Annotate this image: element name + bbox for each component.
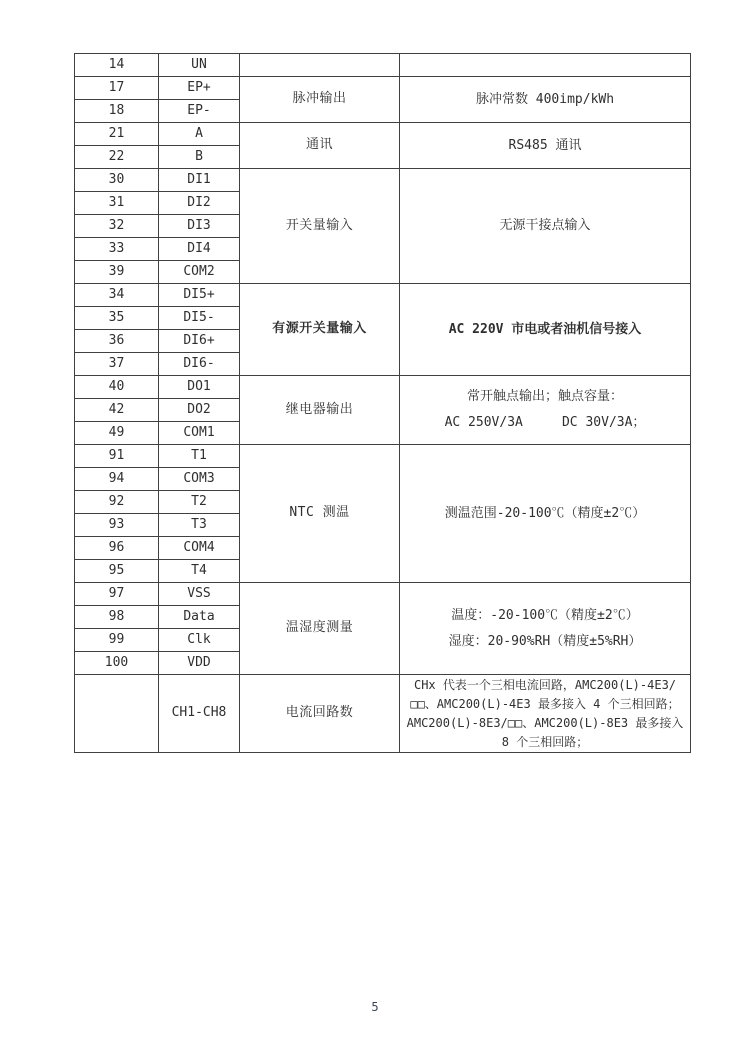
terminal-name-cell: T1 [159,445,240,468]
terminal-name-cell: VDD [159,652,240,675]
function-cell: 温湿度测量 [240,583,400,675]
terminal-number-cell: 96 [75,537,159,560]
terminal-name-cell: DO2 [159,399,240,422]
terminal-number-cell: 92 [75,491,159,514]
description-line: 测温范围-20-100℃（精度±2℃） [444,505,646,521]
function-cell: 有源开关量输入 [240,284,400,376]
function-cell: 通讯 [240,123,400,169]
terminal-number-cell: 22 [75,146,159,169]
terminal-number-cell: 35 [75,307,159,330]
terminal-number-cell [75,675,159,753]
description-line: AMC200(L)-8E3/□□、AMC200(L)-8E3 最多接入 [406,715,684,730]
terminal-number-cell: 93 [75,514,159,537]
description-line: 8 个三相回路； [501,734,589,749]
terminal-number-cell: 94 [75,468,159,491]
function-cell: 继电器输出 [240,376,400,445]
description-line: □□、AMC200(L)-4E3 最多接入 4 个三相回路； [410,696,680,711]
terminal-number-cell: 39 [75,261,159,284]
description-line: RS485 通讯 [508,137,582,153]
terminal-name-cell: EP- [159,100,240,123]
description-cell [400,675,691,753]
terminal-number-cell: 97 [75,583,159,606]
table-row [75,675,691,753]
terminal-name-cell: B [159,146,240,169]
table-row [75,54,691,77]
terminal-name-cell: Clk [159,629,240,652]
terminal-number-cell: 33 [75,238,159,261]
terminal-name-cell: T4 [159,560,240,583]
description-line: CHx 代表一个三相电流回路，AMC200(L)-4E3/ [413,677,677,692]
terminal-name-cell: T2 [159,491,240,514]
terminal-name-cell: DI6- [159,353,240,376]
terminal-number-cell: 98 [75,606,159,629]
description-cell [400,54,691,77]
terminal-number-cell: 40 [75,376,159,399]
function-cell: 电流回路数 [240,675,400,753]
page-number: 5 [371,1000,379,1014]
terminal-name-cell: COM2 [159,261,240,284]
table-row [75,445,691,468]
terminal-number-cell: 34 [75,284,159,307]
terminal-number-cell: 42 [75,399,159,422]
terminal-number-cell: 99 [75,629,159,652]
terminal-name-cell: A [159,123,240,146]
terminal-name-cell: COM4 [159,537,240,560]
description-line: 温度：-20-100℃（精度±2℃） [451,607,639,623]
terminal-number-cell: 91 [75,445,159,468]
description-cell [400,376,691,445]
terminal-number-cell: 17 [75,77,159,100]
terminal-name-cell: T3 [159,514,240,537]
terminal-number-cell: 32 [75,215,159,238]
description-line: AC 250V/3A DC 30V/3A； [444,415,646,430]
table-row [75,169,691,192]
table-row [75,583,691,606]
terminal-number-cell: 95 [75,560,159,583]
terminal-name-cell: DI1 [159,169,240,192]
table-row [75,123,691,146]
terminal-number-cell: 18 [75,100,159,123]
terminal-name-cell: DI3 [159,215,240,238]
terminal-number-cell: 14 [75,54,159,77]
terminal-name-cell: DO1 [159,376,240,399]
terminal-number-cell: 49 [75,422,159,445]
table-row [75,284,691,307]
description-cell [400,169,691,284]
description-line: 脉冲常数 400imp/kWh [475,91,615,107]
terminal-number-cell: 37 [75,353,159,376]
terminal-number-cell: 36 [75,330,159,353]
terminal-number-cell: 30 [75,169,159,192]
terminal-name-cell: CH1-CH8 [159,675,240,753]
terminal-name-cell: Data [159,606,240,629]
terminal-name-cell: DI2 [159,192,240,215]
terminal-number-cell: 31 [75,192,159,215]
terminal-name-cell: UN [159,54,240,77]
description-cell [400,583,691,675]
description-line: 常开触点输出；触点容量： [466,389,623,404]
terminal-name-cell: DI4 [159,238,240,261]
function-cell: 脉冲输出 [240,77,400,123]
terminal-name-cell: VSS [159,583,240,606]
terminal-number-cell: 21 [75,123,159,146]
terminal-name-cell: COM1 [159,422,240,445]
description-cell [400,123,691,169]
terminal-name-cell: DI5- [159,307,240,330]
table-row [75,376,691,399]
description-line: AC 220V 市电或者油机信号接入 [448,321,642,337]
terminal-name-cell: DI5+ [159,284,240,307]
description-line: 湿度：20-90%RH（精度±5%RH） [448,633,642,649]
function-cell: NTC 测温 [240,445,400,583]
description-cell [400,445,691,583]
table-row [75,77,691,100]
description-cell [400,284,691,376]
terminal-io-table [74,53,691,753]
terminal-number-cell: 100 [75,652,159,675]
terminal-name-cell: COM3 [159,468,240,491]
description-line: 无源干接点输入 [499,218,591,233]
function-cell: 开关量输入 [240,169,400,284]
terminal-table-body [75,54,691,753]
function-cell [240,54,400,77]
terminal-name-cell: DI6+ [159,330,240,353]
description-cell [400,77,691,123]
terminal-name-cell: EP+ [159,77,240,100]
